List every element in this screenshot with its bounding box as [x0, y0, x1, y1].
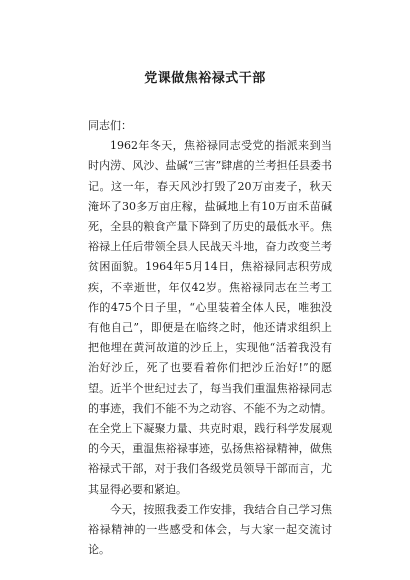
document-body [88, 116, 332, 560]
paragraph-1: 1962年冬天，焦裕禄同志受党的指派来到当时内涝、风沙、盐碱“三害”肆虐的兰考担任县委书记。这一年，春天风沙打毁了20万亩麦子，秋天淹坏了30多万亩庄稼，盐碱地上有10万亩禾苗碱死，全县的粮食产量下降到了历史的最低水平。焦裕禄上任后带领全县人民战天斗地，奋力改变兰考贫困面貌。1964年5月14日，焦裕禄同志积劳成疾，不幸逝世，年仅42岁。焦裕禄同志在兰考工作的475个日子里，“心里装着全体人民，唯独没有他自己”，即便是在临终之时，他还请求组织上把他埋在黄河故道的沙丘上，实现他“活着我没有治好沙丘，死了也要看着你们把沙丘治好!”的愿望。近半个世纪过去了，每当我们重温焦裕禄同志的事迹，我们不能不为之动容、不能不为之动情。在全党上下凝聚力量、共克时艰，践行科学发展观的今天，重温焦裕禄事迹，弘扬焦裕禄精神，做焦裕禄式干部，对于我们各级党员领导干部而言，尤其显得必要和紧迫。 [88, 139, 332, 496]
paragraph-2: 今天，按照我委工作安排，我结合自己学习焦裕禄精神的一些感受和体会，与大家一起交流讨论。 [88, 502, 332, 557]
document-title: 党课做焦裕禄式干部 [144, 71, 266, 86]
salutation: 同志们： [88, 119, 132, 132]
